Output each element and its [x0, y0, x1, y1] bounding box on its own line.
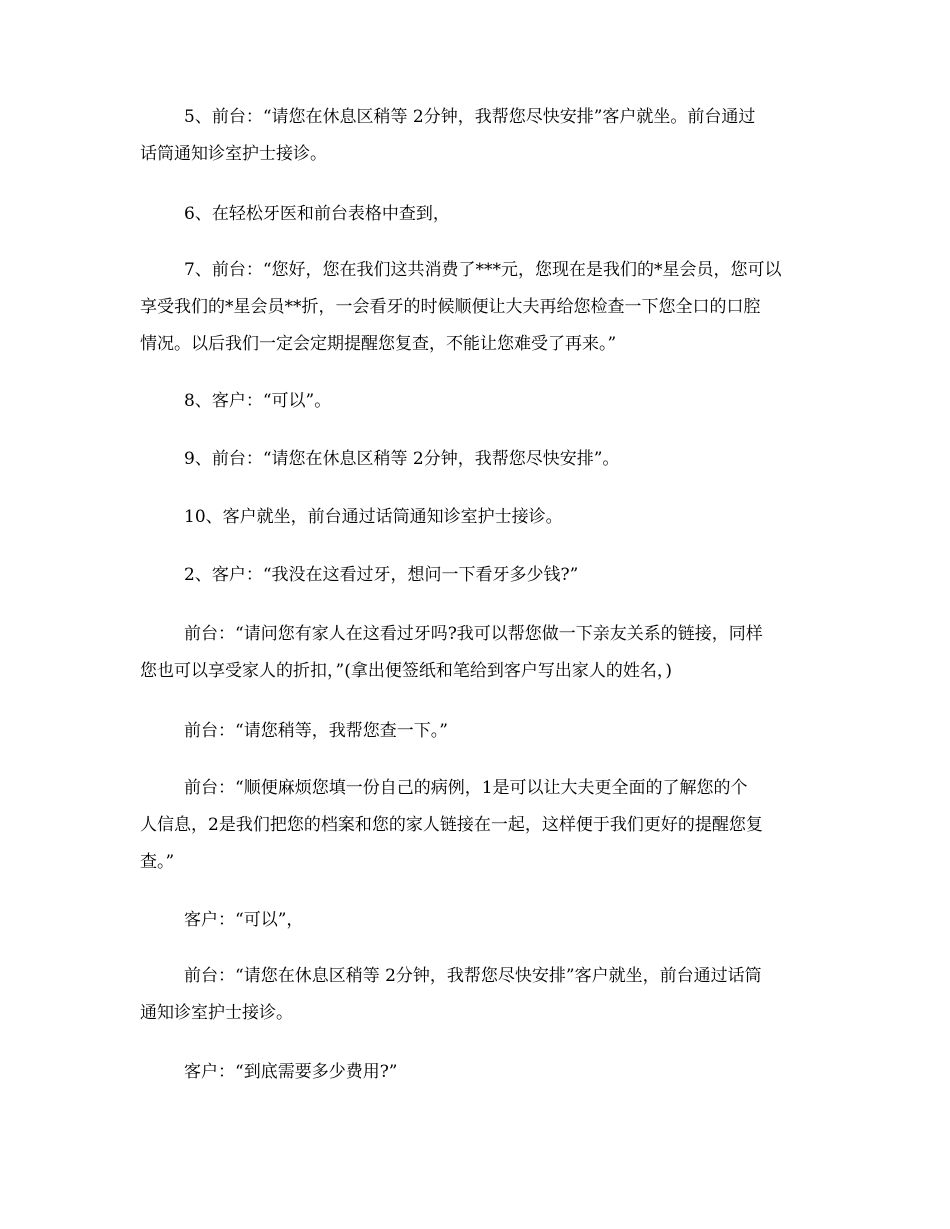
paragraph-line: 话筒通知诊室护士接诊。: [140, 144, 327, 164]
paragraph-line: 情况。以后我们一定会定期提醒您复查，不能让您难受了再来。”: [140, 334, 617, 354]
paragraph-line: 客户：“可以”，: [184, 910, 304, 930]
paragraph-2: [140, 557, 812, 594]
paragraph-line: 享受我们的*星会员**折，一会看牙的时候顺便让大夫再给您检查一下您全口的口腔: [140, 297, 761, 317]
paragraph-line: 客户：“到底需要多少费用?”: [184, 1062, 398, 1082]
paragraph-line: 人信息，2是我们把您的档案和您的家人链接在一起，这样便于我们更好的提醒您复: [140, 815, 763, 835]
paragraph-line: 前台：“顺便麻烦您填一份自己的病例，1是可以让大夫更全面的了解您的个: [184, 778, 748, 798]
paragraph-7: [140, 252, 812, 363]
paragraph-line: 9、前台：“请您在休息区稍等 2分钟，我帮您尽快安排”。: [184, 449, 620, 469]
paragraph-line: 7、前台：“您好，您在我们这共消费了***元，您现在是我们的*星会员，您可以: [184, 260, 782, 280]
paragraph-8: [140, 383, 812, 420]
paragraph-5: [140, 99, 812, 173]
paragraph-front-desk-record: [140, 770, 812, 881]
paragraph-line: 5、前台：“请您在休息区稍等 2分钟，我帮您尽快安排”客户就坐。前台通过: [184, 107, 756, 127]
paragraph-front-desk-wait: [140, 958, 812, 1032]
paragraph-line: 前台：“请您稍等，我帮您查一下。”: [184, 721, 448, 741]
paragraph-10: [140, 499, 812, 536]
paragraph-line: 您也可以享受家人的折扣，”(拿出便签纸和笔给到客户写出家人的姓名，): [140, 661, 672, 681]
paragraph-line: 前台：“请您在休息区稍等 2分钟，我帮您尽快安排”客户就坐，前台通过话筒: [184, 966, 762, 986]
paragraph-customer-ok: [140, 902, 812, 939]
paragraph-line: 2、客户：“我没在这看过牙，想问一下看牙多少钱?”: [184, 565, 579, 585]
paragraph-line: 10、客户就坐，前台通过话筒通知诊室护士接诊。: [184, 507, 563, 527]
paragraph-line: 前台：“请问您有家人在这看过牙吗?我可以帮您做一下亲友关系的链接，同样: [184, 624, 763, 644]
paragraph-customer-cost: [140, 1054, 812, 1091]
paragraph-line: 通知诊室护士接诊。: [140, 1003, 293, 1023]
paragraph-front-desk-check: [140, 713, 812, 750]
paragraph-line: 查。”: [140, 852, 175, 872]
paragraph-line: 6、在轻松牙医和前台表格中查到，: [184, 204, 450, 224]
paragraph-line: 8、客户：“可以”。: [184, 391, 332, 411]
paragraph-9: [140, 441, 812, 478]
paragraph-6: [140, 196, 812, 233]
paragraph-front-desk-relatives: [140, 616, 812, 690]
